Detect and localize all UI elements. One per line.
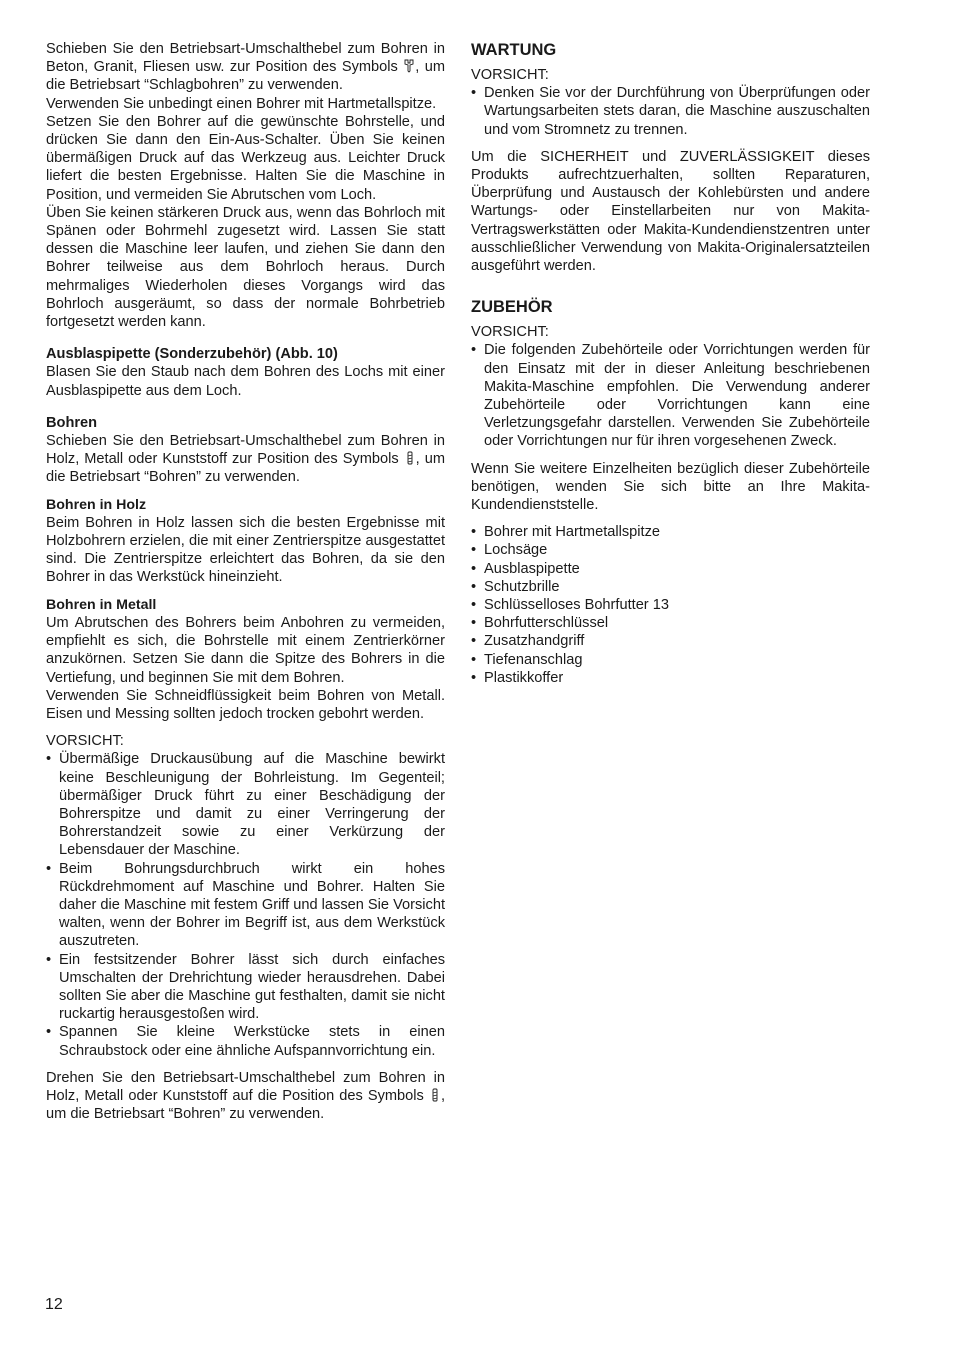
zubehoer-heading: ZUBEHÖR: [471, 298, 553, 317]
caution-label: VORSICHT:: [46, 733, 124, 750]
bohren-in-metall-text-2: Verwenden Sie Schneidflüssigkeit beim Bohren von Metall. Eisen und Messing sollten jedoch trocken gebohrt werden.: [46, 687, 445, 722]
caution-list: [46, 750, 445, 1059]
left-column: [46, 40, 445, 1123]
drill-bit-symbol-icon: [405, 451, 415, 465]
list-item: • Bohrer mit Hartmetallspitze: [471, 523, 870, 541]
intro-paragraph-4: Üben Sie keinen stärkeren Druck aus, wenn das Bohrloch mit Spänen oder Bohrmehl zugesetzt wird. Lassen Sie statt dessen die Maschine leer laufen, und ziehen Sie dann den Bohrer teilweise aus dem Bohrloch heraus. Durch mehrmaliges Wiederholen dieses Vorgangs wird das Bohrloch ausgeräumt, so dass der normale Bohrbetrieb fortgesetzt werden kann.: [46, 204, 445, 331]
drill-bit-symbol-icon: [430, 1088, 440, 1102]
hammer-drill-symbol-icon: [404, 59, 414, 73]
zubehoer-text: Wenn Sie weitere Einzelheiten bezüglich dieser Zubehörteile benötigen, wenden Sie sich bitte an Ihre Makita-Kundendienststelle.: [471, 460, 870, 514]
page-number: 12: [45, 1296, 63, 1313]
wartung-heading: WARTUNG: [471, 41, 557, 59]
list-item: • Die folgenden Zubehörteile oder Vorrichtungen werden für den Einsatz mit der in dieser Anleitung beschriebenen Makita-Maschine empfohlen. Die Verwendung anderer Zubehörteile oder Vorrichtungen kann eine Verletzungsgefahr darstellen. Verwenden Sie Zubehörteile oder Vorrichtungen nur für ihren vorgesehenen Zweck.: [471, 341, 870, 450]
list-item: • Plastikkoffer: [471, 669, 870, 687]
list-item: • Zusatzhandgriff: [471, 632, 870, 650]
list-item: • Übermäßige Druckausübung auf die Maschine bewirkt keine Beschleunigung der Bohrleistung. Im Gegenteil; übermäßiger Druck führt zu einer Beschädigung der Bohrerspitze und damit zu einer Verringerung der Bohrerstandzeit sowie zu einer Verkürzung der Lebensdauer der Maschine.: [46, 750, 445, 859]
bohren-in-holz-heading: Bohren in Holz: [46, 496, 147, 513]
bohren-heading: Bohren: [46, 414, 98, 431]
list-item: • Ein festsitzender Bohrer lässt sich durch einfaches Umschalten der Drehrichtung wieder herausdrehen. Dabei sollten Sie aber die Maschine gut festhalten, damit sie nicht ruckartig herausgestoßen wird.: [46, 951, 445, 1024]
right-column: [471, 40, 870, 687]
intro-paragraph-1: Schieben Sie den Betriebsart-Umschalthebel zum Bohren in Beton, Granit, Fliesen usw. zur Position des Symbols , um die Betriebsart “Schlagbohren” zu verwenden.: [46, 41, 445, 94]
ausblaspipette-heading: Ausblaspipette (Sonderzubehör) (Abb. 10): [46, 346, 338, 363]
final-paragraph: Drehen Sie den Betriebsart-Umschalthebel zum Bohren in Holz, Metall oder Kunststoff auf die Position des Symbols , um die Betriebsart “Bohren” zu verwenden.: [46, 1069, 445, 1123]
list-item: • Beim Bohrungsdurchbruch wirkt ein hohes Rückdrehmoment auf Maschine und Bohrer. Halten Sie daher die Maschine mit festem Griff und lassen Sie Vorsicht walten, wenn der Bohrer im Begriff ist, aus dem Werkstück auszutreten.: [46, 860, 445, 951]
wartung-caution-list: [471, 84, 870, 139]
list-item: • Spannen Sie kleine Werkstücke stets in einen Schraubstock oder eine ähnliche Aufspannvorrichtung ein.: [46, 1023, 445, 1059]
bohren-text: Schieben Sie den Betriebsart-Umschalthebel zum Bohren in Holz, Metall oder Kunststoff zur Position des Symbols , um die Betriebsart “Bohren” zu verwenden.: [46, 433, 445, 486]
wartung-caution-label: VORSICHT:: [471, 67, 549, 83]
intro-paragraph-2: Verwenden Sie unbedingt einen Bohrer mit Hartmetallspitze.: [46, 95, 437, 112]
list-item: • Tiefenanschlag: [471, 651, 870, 669]
list-item: • Ausblaspipette: [471, 560, 870, 578]
wartung-text: Um die SICHERHEIT und ZUVERLÄSSIGKEIT dieses Produkts aufrechtzuerhalten, sollten Reparaturen, Überprüfung und Austausch der Kohlebürsten und andere Wartungs- oder Einstellarbeiten nur von Makita-Vertragswerkstätten oder Makita-Kundendienstzentren unter ausschließlicher Verwendung von Makita-Originalersatzteilen ausgeführt werden.: [471, 148, 870, 275]
zubehoer-caution-label: VORSICHT:: [471, 324, 549, 341]
list-item: • Schlüsselloses Bohrfutter 13: [471, 596, 870, 614]
list-item: • Lochsäge: [471, 541, 870, 559]
intro-paragraph-3: Setzen Sie den Bohrer auf die gewünschte Bohrstelle, und drücken Sie dann den Ein-Aus-Schalter. Üben Sie keinen übermäßigen Druck auf das Werkzeug aus. Leichter Druck liefert die besten Ergebnisse. Halten Sie die Maschine in Position, und vermeiden Sie Abrutschen vom Loch.: [46, 113, 445, 203]
list-item: • Denken Sie vor der Durchführung von Überprüfungen oder Wartungsarbeiten stets daran, die Maschine auszuschalten und vom Stromnetz zu trennen.: [471, 84, 870, 139]
bohren-in-metall-heading: Bohren in Metall: [46, 596, 157, 613]
accessories-list: [471, 523, 870, 687]
ausblaspipette-text: Blasen Sie den Staub nach dem Bohren des Lochs mit einer Ausblaspipette aus dem Loch.: [46, 364, 445, 399]
bohren-in-metall-text-1: Um Abrutschen des Bohrers beim Anbohren zu vermeiden, empfiehlt es sich, die Bohrstelle mit einem Zentrierkörner anzukörnen. Setzen Sie dann die Spitze des Bohrers in die Vertiefung, und beginnen Sie mit dem Bohren.: [46, 614, 445, 686]
zubehoer-caution-list: [471, 341, 870, 450]
list-item: • Schutzbrille: [471, 578, 870, 596]
list-item: • Bohrfutterschlüssel: [471, 614, 870, 632]
bohren-in-holz-text: Beim Bohren in Holz lassen sich die besten Ergebnisse mit Holzbohrern erzielen, die mit einer Zentrierspitze ausgestattet sind. Die Zentrierspitze erleichtert das Bohren, da sie den Bohrer in das Werkstück hineinzieht.: [46, 514, 445, 586]
